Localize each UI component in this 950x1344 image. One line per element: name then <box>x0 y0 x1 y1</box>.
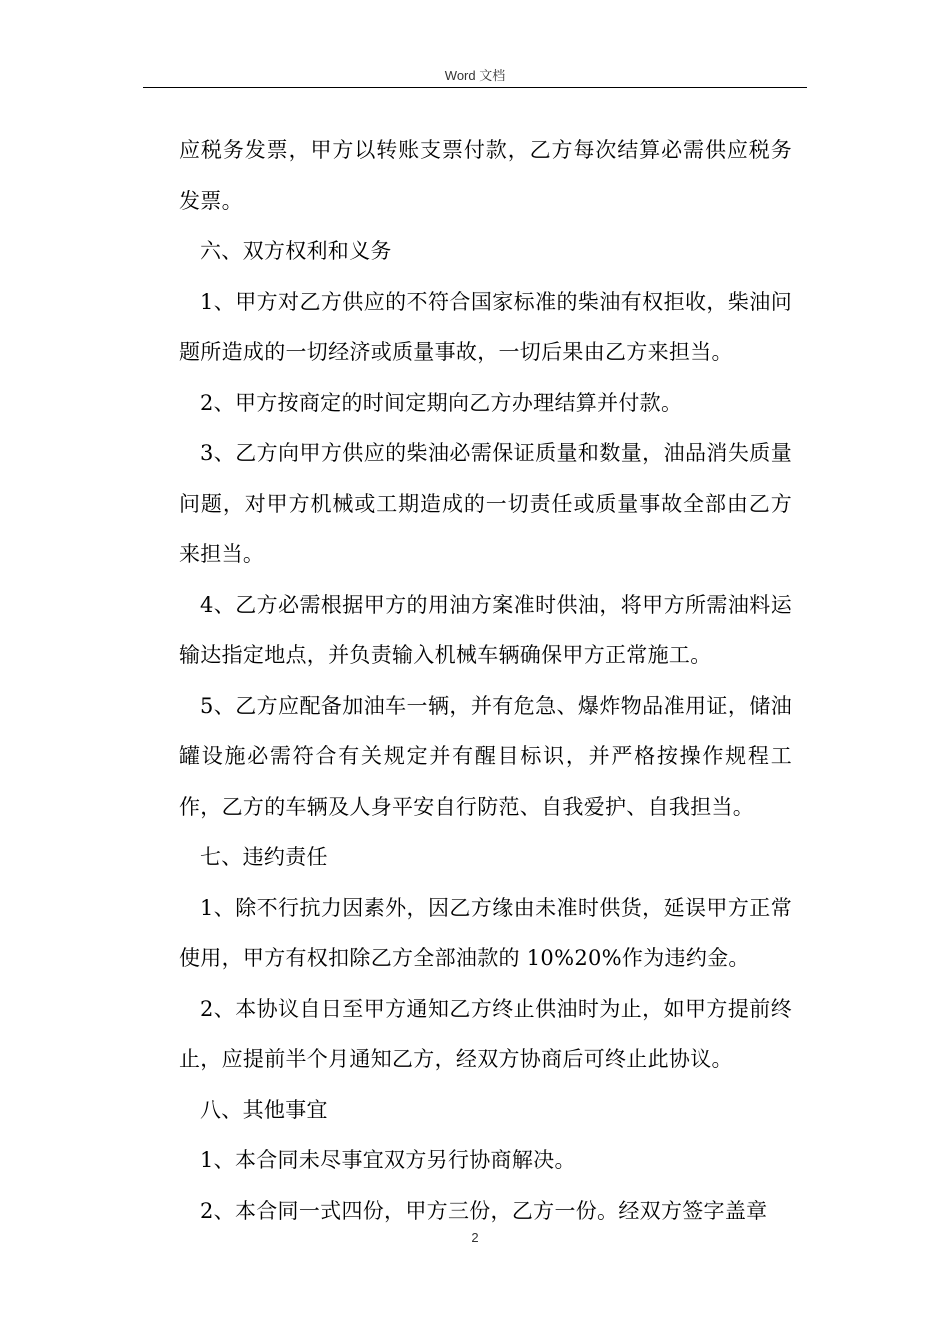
paragraph: 1、本合同未尽事宜双方另行协商解决。 <box>200 1148 576 1172</box>
paragraph: 4、乙方必需根据甲方的用油方案准时供油，将甲方所需油料运输达指定地点，并负责输入机械车辆确保甲方正常施工。 <box>179 592 792 667</box>
paragraph: 1、甲方对乙方供应的不符合国家标准的柴油有权拒收，柴油问题所造成的一切经济或质量事故，一切后果由乙方来担当。 <box>179 289 792 364</box>
section-heading: 七、违约责任 <box>200 845 328 869</box>
page-header: Word 文档 <box>444 68 506 83</box>
section-heading: 六、双方权利和义务 <box>200 239 392 263</box>
header-divider <box>143 87 807 88</box>
paragraph: 应税务发票，甲方以转账支票付款，乙方每次结算必需供应税务发票。 <box>179 138 792 213</box>
paragraph: 2、本协议自日至甲方通知乙方终止供油时为止，如甲方提前终止，应提前半个月通知乙方，经双方协商后可终止此协议。 <box>179 996 792 1071</box>
document-body <box>179 125 792 1236</box>
paragraph: 2、甲方按商定的时间定期向乙方办理结算并付款。 <box>200 390 683 415</box>
page-number: 2 <box>471 1230 479 1245</box>
paragraph: 3、乙方向甲方供应的柴油必需保证质量和数量，油品消失质量问题，对甲方机械或工期造成的一切责任或质量事故全部由乙方来担当。 <box>179 441 792 566</box>
section-heading: 八、其他事宜 <box>200 1097 328 1122</box>
paragraph: 2、本合同一式四份，甲方三份，乙方一份。经双方签字盖章 <box>200 1198 768 1223</box>
paragraph: 5、乙方应配备加油车一辆，并有危急、爆炸物品准用证，储油罐设施必需符合有关规定并有醒目标识，并严格按操作规程工作，乙方的车辆及人身平安自行防范、自我爱护、自我担当。 <box>179 693 792 819</box>
paragraph: 1、除不行抗力因素外，因乙方缘由未准时供货，延误甲方正常使用，甲方有权扣除乙方全部油款的 10%20%作为违约金。 <box>179 895 792 970</box>
